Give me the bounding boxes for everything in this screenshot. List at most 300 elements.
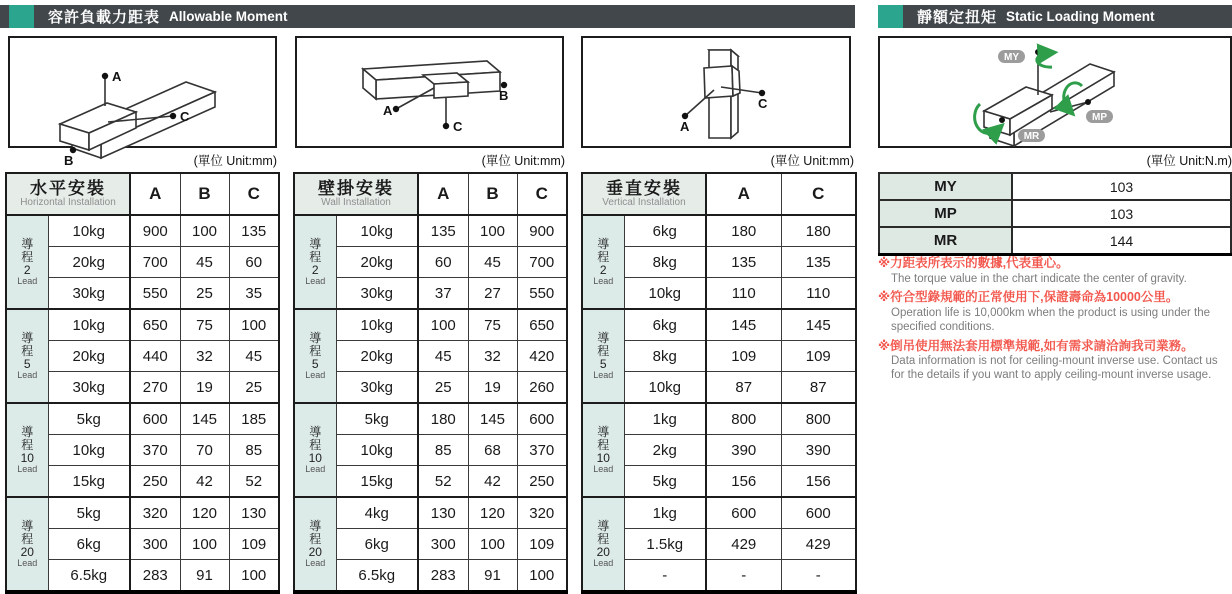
load-cell: 15kg bbox=[48, 466, 130, 498]
value-cell: 100 bbox=[468, 215, 517, 247]
lead-label bbox=[295, 332, 336, 381]
value-cell: 32 bbox=[468, 341, 517, 372]
value-cell: 320 bbox=[517, 497, 567, 529]
note-zh: ※力距表所表示的數據,代表重心。 bbox=[878, 256, 1069, 270]
value-cell: 440 bbox=[130, 341, 180, 372]
load-cell: 6kg bbox=[48, 529, 130, 560]
value-cell: 100 bbox=[229, 309, 279, 341]
lead-number: 20 bbox=[308, 544, 322, 559]
value-cell: 145 bbox=[180, 403, 229, 435]
load-cell: 5kg bbox=[624, 466, 706, 498]
moment-label-cell: MP bbox=[879, 200, 1012, 227]
value-cell: 100 bbox=[468, 529, 517, 560]
value-cell: 700 bbox=[517, 247, 567, 278]
load-cell: 1.5kg bbox=[624, 529, 706, 560]
load-cell: 30kg bbox=[48, 278, 130, 310]
unit-label-mm: (單位 Unit:mm) bbox=[193, 154, 277, 168]
table-row bbox=[6, 403, 279, 435]
value-cell: 270 bbox=[130, 372, 180, 404]
value-cell: 145 bbox=[706, 309, 781, 341]
table-row bbox=[582, 560, 856, 593]
load-cell: 10kg bbox=[624, 372, 706, 404]
lead-en: Lead bbox=[593, 275, 614, 286]
table-row bbox=[294, 403, 567, 435]
point-a-label: A bbox=[112, 69, 122, 84]
load-cell: 8kg bbox=[624, 247, 706, 278]
value-cell: 100 bbox=[180, 215, 229, 247]
value-cell: 109 bbox=[517, 529, 567, 560]
value-cell: 52 bbox=[418, 466, 468, 498]
lead-label bbox=[583, 426, 624, 475]
value-cell: 85 bbox=[229, 435, 279, 466]
notes-block bbox=[878, 256, 1232, 387]
table-title-zh: 垂直安裝 bbox=[606, 179, 682, 199]
table-row bbox=[582, 341, 856, 372]
lead-5-cell bbox=[6, 309, 48, 403]
value-cell: 550 bbox=[130, 278, 180, 310]
value-cell: 120 bbox=[468, 497, 517, 529]
table-title bbox=[6, 173, 130, 215]
lead-label bbox=[583, 238, 624, 287]
value-cell: 180 bbox=[706, 215, 781, 247]
value-cell: 130 bbox=[229, 497, 279, 529]
lead-zh-char: 導 bbox=[309, 518, 322, 533]
value-cell: 19 bbox=[180, 372, 229, 404]
vertical-diagram-svg bbox=[583, 38, 849, 146]
load-cell: 10kg bbox=[48, 435, 130, 466]
column-header-a: A bbox=[130, 173, 180, 215]
column-header-a: A bbox=[418, 173, 468, 215]
mp-badge-label: MP bbox=[1092, 112, 1107, 123]
column-header-a: A bbox=[706, 173, 781, 215]
load-cell: 6kg bbox=[624, 309, 706, 341]
lead-zh-char: 程 bbox=[21, 531, 34, 546]
table-title-en: Vertical Installation bbox=[602, 196, 686, 208]
lead-5-cell bbox=[294, 309, 336, 403]
value-cell: 600 bbox=[706, 497, 781, 529]
load-cell: 10kg bbox=[336, 215, 418, 247]
lead-zh-char: 導 bbox=[597, 236, 610, 251]
slider-front-face bbox=[704, 66, 733, 98]
value-cell: 145 bbox=[781, 309, 856, 341]
table-row bbox=[582, 278, 856, 310]
value-cell: 135 bbox=[418, 215, 468, 247]
value-cell: 60 bbox=[418, 247, 468, 278]
value-cell: 370 bbox=[130, 435, 180, 466]
value-cell: 109 bbox=[706, 341, 781, 372]
value-cell: 800 bbox=[706, 403, 781, 435]
section-title-en: Allowable Moment bbox=[169, 9, 288, 24]
value-cell: 320 bbox=[130, 497, 180, 529]
table-row bbox=[879, 173, 1231, 200]
lead-10-cell bbox=[582, 403, 624, 497]
value-cell: 900 bbox=[130, 215, 180, 247]
lead-number: 10 bbox=[20, 450, 34, 465]
point-b-label: B bbox=[64, 153, 74, 168]
lead-label bbox=[7, 426, 48, 475]
column-header-c: C bbox=[517, 173, 567, 215]
value-cell: 390 bbox=[781, 435, 856, 466]
moment-label-cell: MR bbox=[879, 227, 1012, 255]
value-cell: 300 bbox=[130, 529, 180, 560]
column-header-c: C bbox=[781, 173, 856, 215]
vertical-installation-diagram bbox=[581, 36, 851, 148]
lead-en: Lead bbox=[305, 557, 326, 568]
value-cell: 70 bbox=[180, 435, 229, 466]
lead-label bbox=[7, 520, 48, 569]
value-cell: 32 bbox=[180, 341, 229, 372]
load-cell: 10kg bbox=[336, 309, 418, 341]
lead-5-cell bbox=[582, 309, 624, 403]
value-cell: 109 bbox=[229, 529, 279, 560]
value-cell: 100 bbox=[180, 529, 229, 560]
value-cell: 250 bbox=[517, 466, 567, 498]
value-cell: 283 bbox=[130, 560, 180, 593]
value-cell: 91 bbox=[180, 560, 229, 593]
value-cell: 300 bbox=[418, 529, 468, 560]
lead-en: Lead bbox=[305, 275, 326, 286]
load-cell: 30kg bbox=[336, 372, 418, 404]
value-cell: 550 bbox=[517, 278, 567, 310]
static-loading-table bbox=[878, 172, 1232, 256]
wall-installation-table bbox=[293, 172, 568, 594]
lead-zh-char: 程 bbox=[21, 343, 34, 358]
lead-number: 5 bbox=[311, 356, 319, 371]
point-a-dot bbox=[102, 73, 108, 79]
point-c-dot bbox=[443, 123, 449, 129]
load-cell: 5kg bbox=[48, 403, 130, 435]
load-cell: 10kg bbox=[48, 309, 130, 341]
table-row bbox=[294, 215, 567, 247]
table-row bbox=[6, 215, 279, 247]
value-cell: 91 bbox=[468, 560, 517, 593]
note-en: The torque value in the chart indicate the center of gravity. bbox=[891, 272, 1187, 285]
table-title-zh: 壁掛安裝 bbox=[318, 179, 394, 199]
load-cell: 15kg bbox=[336, 466, 418, 498]
header-row bbox=[6, 173, 279, 215]
value-cell: 100 bbox=[418, 309, 468, 341]
lead-2-cell bbox=[294, 215, 336, 309]
lead-zh-char: 導 bbox=[21, 236, 34, 251]
table-row bbox=[582, 372, 856, 404]
moment-value-cell: 144 bbox=[1012, 227, 1231, 255]
note-zh: ※倒吊使用無法套用標準規範,如有需求請洽詢我司業務。 bbox=[878, 338, 1194, 353]
value-cell: 37 bbox=[418, 278, 468, 310]
lead-10-cell bbox=[294, 403, 336, 497]
table-row bbox=[582, 435, 856, 466]
lead-zh-char: 程 bbox=[309, 437, 322, 452]
lead-zh-char: 導 bbox=[21, 424, 34, 439]
value-cell: 145 bbox=[468, 403, 517, 435]
value-cell: 25 bbox=[180, 278, 229, 310]
load-cell: 20kg bbox=[336, 341, 418, 372]
value-cell: 800 bbox=[781, 403, 856, 435]
horizontal-installation-table bbox=[5, 172, 280, 594]
note-en: Operation life is 10,000km when the product is using under the specified conditions. bbox=[891, 307, 1210, 333]
value-cell: 110 bbox=[706, 278, 781, 310]
lead-zh-char: 程 bbox=[21, 437, 34, 452]
lead-number: 2 bbox=[311, 262, 319, 277]
point-a-label: A bbox=[680, 119, 690, 134]
value-cell: 19 bbox=[468, 372, 517, 404]
lead-label bbox=[295, 426, 336, 475]
value-cell: 109 bbox=[781, 341, 856, 372]
lead-en: Lead bbox=[17, 275, 38, 286]
value-cell: 600 bbox=[781, 497, 856, 529]
lead-number: 20 bbox=[20, 544, 34, 559]
value-cell: 180 bbox=[418, 403, 468, 435]
my-rotation-arrow bbox=[1037, 53, 1052, 67]
value-cell: 600 bbox=[130, 403, 180, 435]
section-title-zh: 容許負載力距表 bbox=[48, 9, 161, 26]
lead-number: 2 bbox=[23, 262, 31, 277]
table-title-zh: 水平安裝 bbox=[30, 179, 106, 199]
point-c-label: C bbox=[453, 119, 463, 134]
load-cell: 30kg bbox=[48, 372, 130, 404]
lead-zh-char: 導 bbox=[309, 330, 322, 345]
lead-zh-char: 程 bbox=[21, 249, 34, 264]
my-badge-label: MY bbox=[1004, 52, 1019, 63]
table-row bbox=[582, 309, 856, 341]
value-cell: 52 bbox=[229, 466, 279, 498]
wall-diagram-svg bbox=[297, 38, 562, 146]
lead-20-cell bbox=[6, 497, 48, 592]
value-cell: 130 bbox=[418, 497, 468, 529]
table-row bbox=[294, 309, 567, 341]
load-cell: 2kg bbox=[624, 435, 706, 466]
lead-en: Lead bbox=[17, 369, 38, 380]
point-a-dot bbox=[393, 106, 399, 112]
table-row bbox=[6, 497, 279, 529]
point-b-label: B bbox=[499, 88, 509, 103]
point-c-label: C bbox=[758, 96, 768, 111]
load-cell: 20kg bbox=[48, 247, 130, 278]
value-cell: 42 bbox=[180, 466, 229, 498]
value-cell: 250 bbox=[130, 466, 180, 498]
lead-2-cell bbox=[6, 215, 48, 309]
table-row bbox=[879, 227, 1231, 255]
value-cell: 156 bbox=[781, 466, 856, 498]
lead-en: Lead bbox=[593, 463, 614, 474]
static-moment-header bbox=[878, 5, 1232, 28]
load-cell: 6kg bbox=[624, 215, 706, 247]
load-cell: 4kg bbox=[336, 497, 418, 529]
lead-label bbox=[295, 520, 336, 569]
lead-en: Lead bbox=[305, 463, 326, 474]
vertical-installation-table bbox=[581, 172, 857, 594]
value-cell: 85 bbox=[418, 435, 468, 466]
lead-zh-char: 導 bbox=[597, 330, 610, 345]
value-cell: 27 bbox=[468, 278, 517, 310]
lead-number: 20 bbox=[596, 544, 610, 559]
moment-label-cell: MY bbox=[879, 173, 1012, 200]
load-cell: 1kg bbox=[624, 497, 706, 529]
value-cell: 185 bbox=[229, 403, 279, 435]
mp-axis-dot bbox=[1085, 99, 1091, 105]
slider-side-face bbox=[732, 66, 740, 96]
table-row bbox=[582, 466, 856, 498]
value-cell: 390 bbox=[706, 435, 781, 466]
value-cell: 45 bbox=[229, 341, 279, 372]
value-cell: 135 bbox=[706, 247, 781, 278]
unit-label-mm: (單位 Unit:mm) bbox=[770, 154, 854, 168]
lead-zh-char: 程 bbox=[597, 343, 610, 358]
table-title-en: Horizontal Installation bbox=[20, 196, 116, 208]
value-cell: 60 bbox=[229, 247, 279, 278]
slider-front-face bbox=[434, 82, 468, 98]
load-cell: 5kg bbox=[48, 497, 130, 529]
value-cell: 135 bbox=[229, 215, 279, 247]
value-cell: 100 bbox=[517, 560, 567, 593]
value-cell: 135 bbox=[781, 247, 856, 278]
value-cell: 75 bbox=[180, 309, 229, 341]
header-row bbox=[294, 173, 567, 215]
static-moment-diagram bbox=[878, 36, 1232, 148]
note-en: Data information is not for ceiling-mount inverse use. Contact us for the details if you want to apply ceiling-mount inverse usage. bbox=[891, 355, 1218, 382]
lead-zh-char: 導 bbox=[597, 424, 610, 439]
table-title-en: Wall Installation bbox=[321, 196, 391, 208]
mr-badge-label: MR bbox=[1023, 131, 1040, 142]
table-row bbox=[582, 215, 856, 247]
lead-label bbox=[583, 332, 624, 381]
load-cell: 20kg bbox=[336, 247, 418, 278]
lead-zh-char: 導 bbox=[21, 518, 34, 533]
value-cell: 700 bbox=[130, 247, 180, 278]
lead-en: Lead bbox=[593, 369, 614, 380]
load-cell: 1kg bbox=[624, 403, 706, 435]
wall-table-slot bbox=[293, 172, 568, 594]
table-row bbox=[6, 309, 279, 341]
value-cell: 45 bbox=[468, 247, 517, 278]
point-a-label: A bbox=[383, 103, 393, 118]
value-cell: 87 bbox=[706, 372, 781, 404]
load-cell: - bbox=[624, 560, 706, 593]
moment-value-cell: 103 bbox=[1012, 173, 1231, 200]
table-row bbox=[582, 403, 856, 435]
lead-20-cell bbox=[294, 497, 336, 592]
value-cell: 370 bbox=[517, 435, 567, 466]
lead-number: 2 bbox=[599, 262, 607, 277]
load-cell: 20kg bbox=[48, 341, 130, 372]
load-cell: 6.5kg bbox=[48, 560, 130, 593]
section-title-zh: 靜額定扭矩 bbox=[917, 9, 998, 26]
lead-zh-char: 程 bbox=[309, 531, 322, 546]
lead-zh-char: 程 bbox=[597, 531, 610, 546]
lead-label bbox=[583, 520, 624, 569]
table-row bbox=[582, 529, 856, 560]
lead-number: 5 bbox=[599, 356, 607, 371]
lead-zh-char: 程 bbox=[597, 437, 610, 452]
header-row bbox=[582, 173, 856, 215]
teal-accent-square-icon bbox=[9, 5, 34, 28]
value-cell: 900 bbox=[517, 215, 567, 247]
load-cell: 10kg bbox=[48, 215, 130, 247]
table-row bbox=[294, 497, 567, 529]
lead-20-cell bbox=[582, 497, 624, 592]
value-cell: 35 bbox=[229, 278, 279, 310]
column-header-b: B bbox=[468, 173, 517, 215]
unit-label-nm: (單位 Unit:N.m) bbox=[1146, 154, 1232, 168]
lead-en: Lead bbox=[305, 369, 326, 380]
lead-en: Lead bbox=[593, 557, 614, 568]
lead-number: 5 bbox=[23, 356, 31, 371]
load-cell: 5kg bbox=[336, 403, 418, 435]
value-cell: 156 bbox=[706, 466, 781, 498]
value-cell: 100 bbox=[229, 560, 279, 593]
value-cell: 75 bbox=[468, 309, 517, 341]
value-cell: 45 bbox=[180, 247, 229, 278]
column-header-c: C bbox=[229, 173, 279, 215]
value-cell: 68 bbox=[468, 435, 517, 466]
table-row bbox=[879, 200, 1231, 227]
static-diagram-svg bbox=[880, 38, 1230, 146]
lead-zh-char: 程 bbox=[309, 249, 322, 264]
allowable-moment-header bbox=[0, 5, 855, 28]
lead-zh-char: 程 bbox=[597, 249, 610, 264]
value-cell: 87 bbox=[781, 372, 856, 404]
value-cell: 260 bbox=[517, 372, 567, 404]
load-cell: 30kg bbox=[336, 278, 418, 310]
lead-en: Lead bbox=[17, 463, 38, 474]
wall-installation-diagram bbox=[295, 36, 564, 148]
value-cell: 283 bbox=[418, 560, 468, 593]
horizontal-table-slot bbox=[5, 172, 280, 594]
load-cell: 8kg bbox=[624, 341, 706, 372]
lead-label bbox=[295, 238, 336, 287]
value-cell: - bbox=[781, 560, 856, 593]
point-c-dot bbox=[170, 113, 176, 119]
value-cell: 600 bbox=[517, 403, 567, 435]
note-zh: ※符合型錄規範的正常使用下,保證壽命為10000公里。 bbox=[878, 290, 1179, 305]
value-cell: 650 bbox=[517, 309, 567, 341]
value-cell: 42 bbox=[468, 466, 517, 498]
value-cell: 45 bbox=[418, 341, 468, 372]
lead-2-cell bbox=[582, 215, 624, 309]
load-cell: 10kg bbox=[336, 435, 418, 466]
lead-number: 10 bbox=[308, 450, 322, 465]
value-cell: 120 bbox=[180, 497, 229, 529]
lead-10-cell bbox=[6, 403, 48, 497]
teal-accent-square-icon bbox=[878, 5, 903, 28]
load-cell: 6kg bbox=[336, 529, 418, 560]
section-title-en: Static Loading Moment bbox=[1006, 9, 1155, 24]
load-cell: 10kg bbox=[624, 278, 706, 310]
point-c-label: C bbox=[180, 109, 190, 124]
lead-zh-char: 導 bbox=[309, 236, 322, 251]
load-cell: 6.5kg bbox=[336, 560, 418, 593]
value-cell: 25 bbox=[418, 372, 468, 404]
table-row bbox=[582, 497, 856, 529]
moment-value-cell: 103 bbox=[1012, 200, 1231, 227]
table-row bbox=[582, 247, 856, 278]
value-cell: 25 bbox=[229, 372, 279, 404]
lead-zh-char: 導 bbox=[21, 330, 34, 345]
value-cell: 650 bbox=[130, 309, 180, 341]
lead-zh-char: 程 bbox=[309, 343, 322, 358]
table-title bbox=[582, 173, 706, 215]
value-cell: 420 bbox=[517, 341, 567, 372]
value-cell: 429 bbox=[781, 529, 856, 560]
lead-label bbox=[7, 238, 48, 287]
table-title bbox=[294, 173, 418, 215]
lead-number: 10 bbox=[596, 450, 610, 465]
lead-en: Lead bbox=[17, 557, 38, 568]
value-cell: 429 bbox=[706, 529, 781, 560]
unit-label-mm: (單位 Unit:mm) bbox=[481, 154, 565, 168]
value-cell: 180 bbox=[781, 215, 856, 247]
lead-label bbox=[7, 332, 48, 381]
value-cell: 110 bbox=[781, 278, 856, 310]
